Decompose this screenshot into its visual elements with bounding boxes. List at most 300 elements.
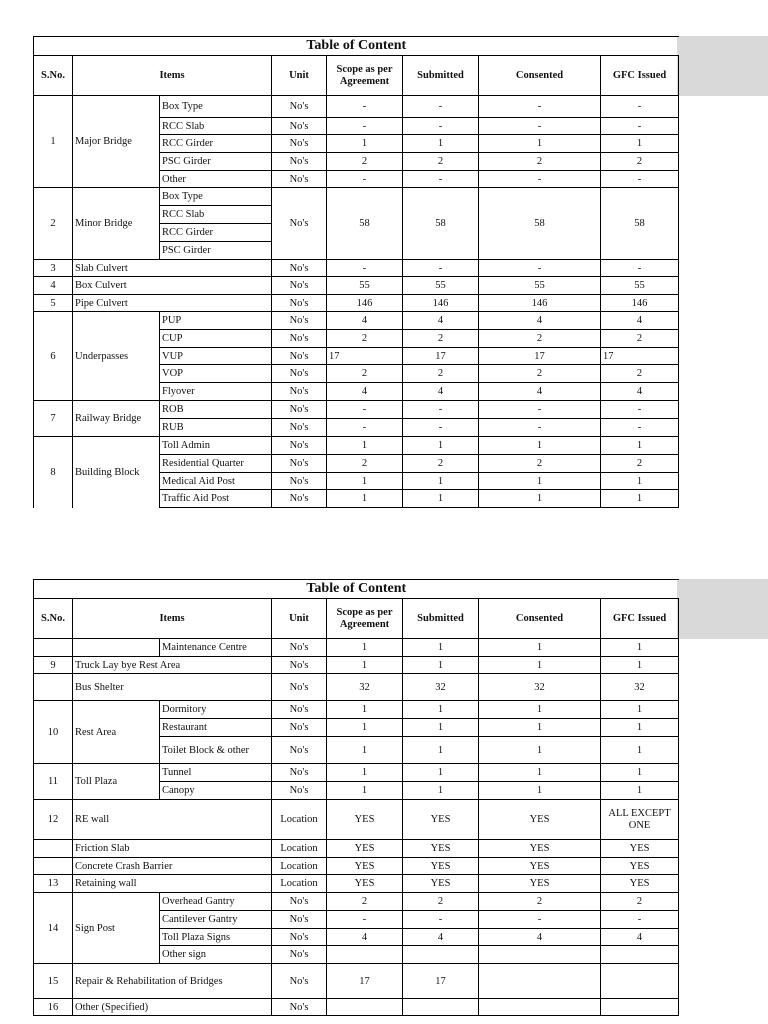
- scope-cell: 1: [327, 473, 403, 490]
- unit-cell: No's: [272, 295, 327, 312]
- gfc-cell: 2: [601, 330, 679, 348]
- table-row: [34, 875, 679, 893]
- scope-cell: -: [327, 171, 403, 188]
- consented-cell: 1: [479, 701, 601, 719]
- unit-cell: No's: [272, 911, 327, 929]
- sub-item-cell: Dormitory: [160, 701, 272, 719]
- unit-cell: No's: [272, 96, 327, 118]
- scope-cell: 4: [327, 312, 403, 330]
- submitted-cell: 146: [403, 295, 479, 312]
- sub-item-cell: Medical Aid Post: [160, 473, 272, 490]
- header-sno: S.No.: [34, 599, 73, 639]
- table-row: [34, 893, 679, 911]
- submitted-cell: 1: [403, 719, 479, 737]
- scope-cell: [327, 999, 403, 1016]
- sub-item-cell: PUP: [160, 312, 272, 330]
- sub-item-cell: Other: [160, 171, 272, 188]
- item-name-cell: Friction Slab: [73, 840, 272, 858]
- consented-cell: 17: [479, 348, 601, 365]
- item-name-cell: Railway Bridge: [73, 401, 160, 437]
- sno-cell: 6: [34, 312, 73, 401]
- table-row: [34, 657, 679, 674]
- submitted-cell: 32: [403, 674, 479, 701]
- table-row: [34, 764, 679, 782]
- header-unit: Unit: [272, 56, 327, 96]
- sub-item-cell: Box Type: [160, 188, 272, 206]
- header-sno: S.No.: [34, 56, 73, 96]
- submitted-cell: 1: [403, 737, 479, 764]
- consented-cell: 2: [479, 455, 601, 473]
- sub-item-cell: RCC Girder: [160, 135, 272, 153]
- table-row: [34, 277, 679, 295]
- table-row: [34, 295, 679, 312]
- consented-cell: YES: [479, 875, 601, 893]
- unit-cell: No's: [272, 153, 327, 171]
- sub-item-cell: Toilet Block & other: [160, 737, 272, 764]
- submitted-cell: 1: [403, 639, 479, 657]
- unit-cell: No's: [272, 929, 327, 946]
- unit-cell: No's: [272, 999, 327, 1016]
- header-unit: Unit: [272, 599, 327, 639]
- unit-cell: No's: [272, 277, 327, 295]
- unit-cell: No's: [272, 118, 327, 135]
- unit-cell: No's: [272, 946, 327, 964]
- submitted-cell: 1: [403, 473, 479, 490]
- gfc-cell: 1: [601, 701, 679, 719]
- item-name-cell: Truck Lay bye Rest Area: [73, 657, 272, 674]
- sno-cell: 2: [34, 188, 73, 260]
- consented-cell: 1: [479, 657, 601, 674]
- gfc-cell: 2: [601, 365, 679, 383]
- title-row: [34, 580, 679, 599]
- item-name-cell: Retaining wall: [73, 875, 272, 893]
- gfc-cell: 1: [601, 490, 679, 508]
- sno-cell: [34, 674, 73, 701]
- consented-cell: 1: [479, 764, 601, 782]
- submitted-cell: 1: [403, 782, 479, 800]
- header-consented: Consented: [479, 599, 601, 639]
- submitted-cell: -: [403, 171, 479, 188]
- table-row: [34, 674, 679, 701]
- sub-item-cell: Other sign: [160, 946, 272, 964]
- gfc-cell: -: [601, 911, 679, 929]
- gfc-cell: 4: [601, 312, 679, 330]
- gfc-cell: 146: [601, 295, 679, 312]
- gfc-cell: 17: [601, 348, 679, 365]
- consented-cell: 2: [479, 893, 601, 911]
- unit-cell: No's: [272, 737, 327, 764]
- scope-cell: 2: [327, 893, 403, 911]
- table-row: [34, 188, 679, 206]
- submitted-cell: [403, 999, 479, 1016]
- unit-cell: No's: [272, 348, 327, 365]
- item-name-cell: [73, 639, 160, 657]
- consented-cell: [479, 999, 601, 1016]
- unit-cell: No's: [272, 188, 327, 260]
- sub-item-cell: VUP: [160, 348, 272, 365]
- consented-cell: -: [479, 401, 601, 419]
- consented-cell: 1: [479, 490, 601, 508]
- sno-cell: 5: [34, 295, 73, 312]
- consented-cell: YES: [479, 840, 601, 858]
- sub-item-cell: Cantilever Gantry: [160, 911, 272, 929]
- gfc-cell: -: [601, 118, 679, 135]
- consented-cell: 1: [479, 135, 601, 153]
- scope-cell: 1: [327, 639, 403, 657]
- grey-band-bottom: [677, 579, 768, 639]
- submitted-cell: -: [403, 401, 479, 419]
- unit-cell: No's: [272, 782, 327, 800]
- scope-cell: YES: [327, 858, 403, 875]
- scope-cell: 146: [327, 295, 403, 312]
- header-gfc: GFC Issued: [601, 599, 679, 639]
- scope-cell: 1: [327, 719, 403, 737]
- scope-cell: 55: [327, 277, 403, 295]
- table-row: [34, 260, 679, 277]
- submitted-cell: -: [403, 96, 479, 118]
- submitted-cell: 4: [403, 383, 479, 401]
- submitted-cell: 1: [403, 490, 479, 508]
- scope-cell: 17: [327, 964, 403, 999]
- gfc-cell: [601, 999, 679, 1016]
- table-row: [34, 401, 679, 419]
- item-name-cell: Slab Culvert: [73, 260, 272, 277]
- item-name-cell: Bus Shelter: [73, 674, 272, 701]
- scope-cell: 1: [327, 737, 403, 764]
- sno-cell: [34, 639, 73, 657]
- consented-cell: YES: [479, 800, 601, 840]
- unit-cell: No's: [272, 639, 327, 657]
- consented-cell: [479, 964, 601, 999]
- gfc-cell: -: [601, 401, 679, 419]
- sno-cell: [34, 840, 73, 858]
- sno-cell: 3: [34, 260, 73, 277]
- item-name-cell: Box Culvert: [73, 277, 272, 295]
- item-name-cell: Concrete Crash Barrier: [73, 858, 272, 875]
- column-header-row: [34, 599, 679, 639]
- header-submitted: Submitted: [403, 599, 479, 639]
- table-row: [34, 999, 679, 1016]
- submitted-cell: -: [403, 260, 479, 277]
- sno-cell: 12: [34, 800, 73, 840]
- consented-cell: 1: [479, 719, 601, 737]
- submitted-cell: YES: [403, 800, 479, 840]
- gfc-cell: YES: [601, 840, 679, 858]
- table-row: [34, 701, 679, 719]
- header-scope: Scope as per Agreement: [327, 599, 403, 639]
- gfc-cell: 1: [601, 135, 679, 153]
- sno-cell: 1: [34, 96, 73, 188]
- submitted-cell: -: [403, 911, 479, 929]
- sno-cell: [34, 858, 73, 875]
- gfc-cell: 1: [601, 639, 679, 657]
- consented-cell: 2: [479, 153, 601, 171]
- submitted-cell: 17: [403, 964, 479, 999]
- sub-item-cell: Flyover: [160, 383, 272, 401]
- unit-cell: No's: [272, 657, 327, 674]
- item-name-cell: Rest Area: [73, 701, 160, 764]
- sub-item-cell: Maintenance Centre: [160, 639, 272, 657]
- scope-cell: 17: [327, 348, 403, 365]
- table-row: [34, 840, 679, 858]
- gfc-cell: 4: [601, 929, 679, 946]
- consented-cell: -: [479, 911, 601, 929]
- consented-cell: -: [479, 171, 601, 188]
- submitted-cell: YES: [403, 858, 479, 875]
- sub-item-cell: RCC Girder: [160, 224, 272, 242]
- consented-cell: -: [479, 118, 601, 135]
- unit-cell: No's: [272, 312, 327, 330]
- consented-cell: -: [479, 96, 601, 118]
- sub-item-cell: Overhead Gantry: [160, 893, 272, 911]
- sub-item-cell: Toll Admin: [160, 437, 272, 455]
- unit-cell: No's: [272, 171, 327, 188]
- scope-cell: 1: [327, 657, 403, 674]
- consented-cell: 55: [479, 277, 601, 295]
- scope-cell: YES: [327, 840, 403, 858]
- item-name-cell: Repair & Rehabilitation of Bridges: [73, 964, 272, 999]
- scope-cell: 1: [327, 782, 403, 800]
- submitted-cell: 2: [403, 365, 479, 383]
- gfc-cell: -: [601, 171, 679, 188]
- scope-cell: -: [327, 260, 403, 277]
- consented-cell: [479, 946, 601, 964]
- scope-cell: 4: [327, 929, 403, 946]
- sno-cell: 11: [34, 764, 73, 800]
- unit-cell: Location: [272, 858, 327, 875]
- unit-cell: No's: [272, 455, 327, 473]
- table-row: [34, 437, 679, 455]
- gfc-cell: YES: [601, 858, 679, 875]
- consented-cell: -: [479, 260, 601, 277]
- scope-cell: YES: [327, 800, 403, 840]
- sub-item-cell: Box Type: [160, 96, 272, 118]
- consented-cell: 58: [479, 188, 601, 260]
- scope-cell: 32: [327, 674, 403, 701]
- submitted-cell: 55: [403, 277, 479, 295]
- table-row: [34, 96, 679, 118]
- gfc-cell: 1: [601, 657, 679, 674]
- gfc-cell: 1: [601, 719, 679, 737]
- submitted-cell: 1: [403, 135, 479, 153]
- gfc-cell: [601, 964, 679, 999]
- scope-cell: -: [327, 401, 403, 419]
- unit-cell: Location: [272, 800, 327, 840]
- gfc-cell: 1: [601, 764, 679, 782]
- table-title: Table of Content: [34, 37, 679, 56]
- scope-cell: -: [327, 118, 403, 135]
- submitted-cell: 2: [403, 330, 479, 348]
- table-title: Table of Content: [34, 580, 679, 599]
- sno-cell: 4: [34, 277, 73, 295]
- header-scope: Scope as per Agreement: [327, 56, 403, 96]
- sub-item-cell: Restaurant: [160, 719, 272, 737]
- gfc-cell: 2: [601, 893, 679, 911]
- sno-cell: 8: [34, 437, 73, 508]
- sub-item-cell: Canopy: [160, 782, 272, 800]
- gfc-cell: 1: [601, 437, 679, 455]
- consented-cell: -: [479, 419, 601, 437]
- gfc-cell: -: [601, 419, 679, 437]
- unit-cell: No's: [272, 135, 327, 153]
- submitted-cell: 1: [403, 701, 479, 719]
- submitted-cell: YES: [403, 875, 479, 893]
- sub-item-cell: PSC Girder: [160, 153, 272, 171]
- scope-cell: YES: [327, 875, 403, 893]
- consented-cell: YES: [479, 858, 601, 875]
- table-row: [34, 858, 679, 875]
- submitted-cell: 1: [403, 437, 479, 455]
- sub-item-cell: CUP: [160, 330, 272, 348]
- submitted-cell: 4: [403, 312, 479, 330]
- unit-cell: No's: [272, 383, 327, 401]
- header-items: Items: [73, 599, 272, 639]
- submitted-cell: 1: [403, 764, 479, 782]
- scope-cell: 2: [327, 455, 403, 473]
- header-gfc: GFC Issued: [601, 56, 679, 96]
- table-row: [34, 964, 679, 999]
- scope-cell: -: [327, 419, 403, 437]
- unit-cell: No's: [272, 260, 327, 277]
- unit-cell: No's: [272, 893, 327, 911]
- consented-cell: 4: [479, 312, 601, 330]
- sno-cell: 15: [34, 964, 73, 999]
- consented-cell: 32: [479, 674, 601, 701]
- consented-cell: 2: [479, 365, 601, 383]
- sub-item-cell: RCC Slab: [160, 206, 272, 224]
- unit-cell: No's: [272, 330, 327, 348]
- gfc-cell: -: [601, 260, 679, 277]
- table-row: [34, 312, 679, 330]
- submitted-cell: 58: [403, 188, 479, 260]
- scope-cell: 1: [327, 490, 403, 508]
- table-row: [34, 639, 679, 657]
- gfc-cell: YES: [601, 875, 679, 893]
- submitted-cell: YES: [403, 840, 479, 858]
- submitted-cell: 1: [403, 657, 479, 674]
- unit-cell: Location: [272, 840, 327, 858]
- gfc-cell: 58: [601, 188, 679, 260]
- gfc-cell: 1: [601, 737, 679, 764]
- title-row: [34, 37, 679, 56]
- table-of-content-1: [33, 36, 678, 508]
- sub-item-cell: Residential Quarter: [160, 455, 272, 473]
- submitted-cell: 4: [403, 929, 479, 946]
- scope-cell: -: [327, 911, 403, 929]
- unit-cell: No's: [272, 437, 327, 455]
- sub-item-cell: PSC Girder: [160, 242, 272, 260]
- gfc-cell: 4: [601, 383, 679, 401]
- scope-cell: 58: [327, 188, 403, 260]
- sub-item-cell: Tunnel: [160, 764, 272, 782]
- scope-cell: 1: [327, 764, 403, 782]
- gfc-cell: [601, 946, 679, 964]
- scope-cell: 2: [327, 330, 403, 348]
- consented-cell: 146: [479, 295, 601, 312]
- unit-cell: No's: [272, 419, 327, 437]
- scope-cell: 4: [327, 383, 403, 401]
- unit-cell: No's: [272, 473, 327, 490]
- sub-item-cell: RUB: [160, 419, 272, 437]
- scope-cell: 2: [327, 365, 403, 383]
- gfc-cell: 2: [601, 153, 679, 171]
- consented-cell: 1: [479, 782, 601, 800]
- item-name-cell: Pipe Culvert: [73, 295, 272, 312]
- consented-cell: 2: [479, 330, 601, 348]
- item-name-cell: Building Block: [73, 437, 160, 508]
- sub-item-cell: VOP: [160, 365, 272, 383]
- unit-cell: Location: [272, 875, 327, 893]
- sub-item-cell: ROB: [160, 401, 272, 419]
- submitted-cell: -: [403, 118, 479, 135]
- submitted-cell: 2: [403, 455, 479, 473]
- submitted-cell: -: [403, 419, 479, 437]
- gfc-cell: -: [601, 96, 679, 118]
- sub-item-cell: Toll Plaza Signs: [160, 929, 272, 946]
- unit-cell: No's: [272, 719, 327, 737]
- sno-cell: 7: [34, 401, 73, 437]
- table-row: [34, 800, 679, 840]
- unit-cell: No's: [272, 365, 327, 383]
- item-name-cell: Minor Bridge: [73, 188, 160, 260]
- submitted-cell: [403, 946, 479, 964]
- scope-cell: 1: [327, 135, 403, 153]
- header-consented: Consented: [479, 56, 601, 96]
- consented-cell: 1: [479, 737, 601, 764]
- scope-cell: [327, 946, 403, 964]
- item-name-cell: Underpasses: [73, 312, 160, 401]
- consented-cell: 1: [479, 639, 601, 657]
- submitted-cell: 17: [403, 348, 479, 365]
- item-name-cell: Major Bridge: [73, 96, 160, 188]
- unit-cell: No's: [272, 674, 327, 701]
- gfc-cell: 1: [601, 473, 679, 490]
- table-of-content-2: [33, 579, 678, 1016]
- unit-cell: No's: [272, 764, 327, 782]
- gfc-cell: 32: [601, 674, 679, 701]
- gfc-cell: 55: [601, 277, 679, 295]
- consented-cell: 1: [479, 473, 601, 490]
- item-name-cell: Sign Post: [73, 893, 160, 964]
- header-submitted: Submitted: [403, 56, 479, 96]
- sno-cell: 10: [34, 701, 73, 764]
- sub-item-cell: RCC Slab: [160, 118, 272, 135]
- submitted-cell: 2: [403, 153, 479, 171]
- consented-cell: 4: [479, 929, 601, 946]
- column-header-row: [34, 56, 679, 96]
- item-name-cell: Other (Specified): [73, 999, 272, 1016]
- item-name-cell: Toll Plaza: [73, 764, 160, 800]
- gfc-cell: 2: [601, 455, 679, 473]
- consented-cell: 1: [479, 437, 601, 455]
- grey-band-top: [677, 36, 768, 96]
- unit-cell: No's: [272, 964, 327, 999]
- submitted-cell: 2: [403, 893, 479, 911]
- gfc-cell: 1: [601, 782, 679, 800]
- item-name-cell: RE wall: [73, 800, 272, 840]
- sno-cell: 13: [34, 875, 73, 893]
- unit-cell: No's: [272, 401, 327, 419]
- sno-cell: 14: [34, 893, 73, 964]
- sno-cell: 9: [34, 657, 73, 674]
- scope-cell: 1: [327, 701, 403, 719]
- header-items: Items: [73, 56, 272, 96]
- scope-cell: 1: [327, 437, 403, 455]
- sno-cell: 16: [34, 999, 73, 1016]
- unit-cell: No's: [272, 490, 327, 508]
- consented-cell: 4: [479, 383, 601, 401]
- scope-cell: 2: [327, 153, 403, 171]
